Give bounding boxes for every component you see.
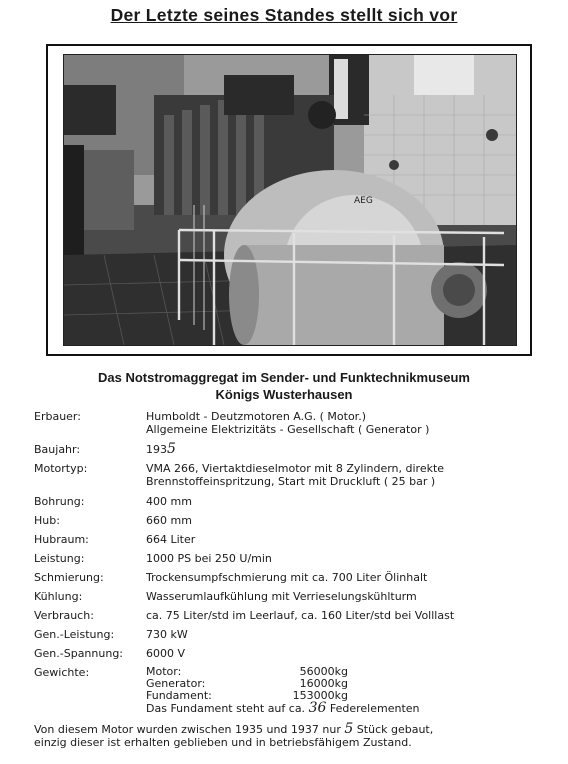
aeg-nameplate-text: AEG [354,196,373,206]
baujahr-prefix: 193 [146,443,167,456]
footer-line2: einzig dieser ist erhalten geblieben und in betriebsfähigem Zustand. [34,736,412,749]
weight-note-handwritten: 36 [308,700,327,716]
weight-motor-label: Motor: [146,665,182,678]
weight-fundament [146,690,420,702]
spec-baujahr-label: Baujahr: [34,443,81,456]
spec-schmierung-label: Schmierung: [34,571,104,584]
spec-erbauer-line2: Allgemeine Elektrizitäts - Gesellschaft ( Generator ) [146,423,430,436]
spec-schmierung-value: Trockensumpfschmierung mit ca. 700 Liter Ölinhalt [146,571,428,584]
weight-motor-value: 56000kg [299,665,348,678]
spec-verbrauch-value: ca. 75 Liter/std im Leerlauf, ca. 160 Liter/std bei Volllast [146,609,455,622]
spec-motortyp-label: Motortyp: [34,462,88,475]
spec-bohrung-value: 400 mm [146,495,192,508]
spec-motortyp-line2: Brennstoffeinspritzung, Start mit Druckluft ( 25 bar ) [146,475,436,488]
spec-leistung-value: 1000 PS bei 250 U/min [146,552,272,565]
weight-note [146,702,420,714]
footer-line1 [34,722,433,737]
spec-erbauer-label: Erbauer: [34,410,81,423]
spec-hub-value: 660 mm [146,514,192,527]
weight-generator-value: 16000kg [299,677,348,690]
spec-leistung-label: Leistung: [34,552,85,565]
weight-note-suffix: Federelementen [329,702,420,715]
weight-fundament-label: Fundament: [146,689,212,702]
spec-baujahr-value [146,443,556,456]
spec-gen-spannung-label: Gen.-Spannung: [34,647,124,660]
spec-motortyp-line1: VMA 266, Viertaktdieselmotor mit 8 Zylindern, direkte [146,462,445,475]
weight-fundament-value: 153000kg [292,689,348,702]
spec-kuehlung-value: Wasserumlaufkühlung mit Verrieselungskühlturm [146,590,417,603]
footer-handwritten-count: 5 [344,721,354,737]
photo-frame [46,44,532,356]
spec-kuehlung-label: Kühlung: [34,590,83,603]
caption-line1: Das Notstromaggregat im Sender- und Funktechnikmuseum [97,370,470,385]
footer-line1-prefix: Von diesem Motor wurden zwischen 1935 und 1937 nur [34,723,341,736]
weight-note-prefix: Das Fundament steht auf ca. [146,702,306,715]
spec-verbrauch-label: Verbrauch: [34,609,94,622]
footer-line1-suffix: Stück gebaut, [356,723,434,736]
caption-line2: Königs Wusterhausen [215,387,353,402]
spec-gewichte-label: Gewichte: [34,666,90,679]
spec-bohrung-label: Bohrung: [34,495,85,508]
spec-gen-leistung-value: 730 kW [146,628,188,641]
spec-hubraum-value: 664 Liter [146,533,196,546]
spec-gen-leistung-label: Gen.-Leistung: [34,628,115,641]
spec-gen-spannung-value: 6000 V [146,647,186,660]
spec-hubraum-label: Hubraum: [34,533,89,546]
engine-photo [63,54,517,346]
weights-block [146,666,420,714]
weight-generator-label: Generator: [146,677,206,690]
page-title: Der Letzte seines Standes stellt sich vor [110,5,458,25]
spec-erbauer-line1: Humboldt - Deutzmotoren A.G. ( Motor.) [146,410,366,423]
baujahr-handwritten-digit: 5 [167,441,176,457]
spec-hub-label: Hub: [34,514,60,527]
